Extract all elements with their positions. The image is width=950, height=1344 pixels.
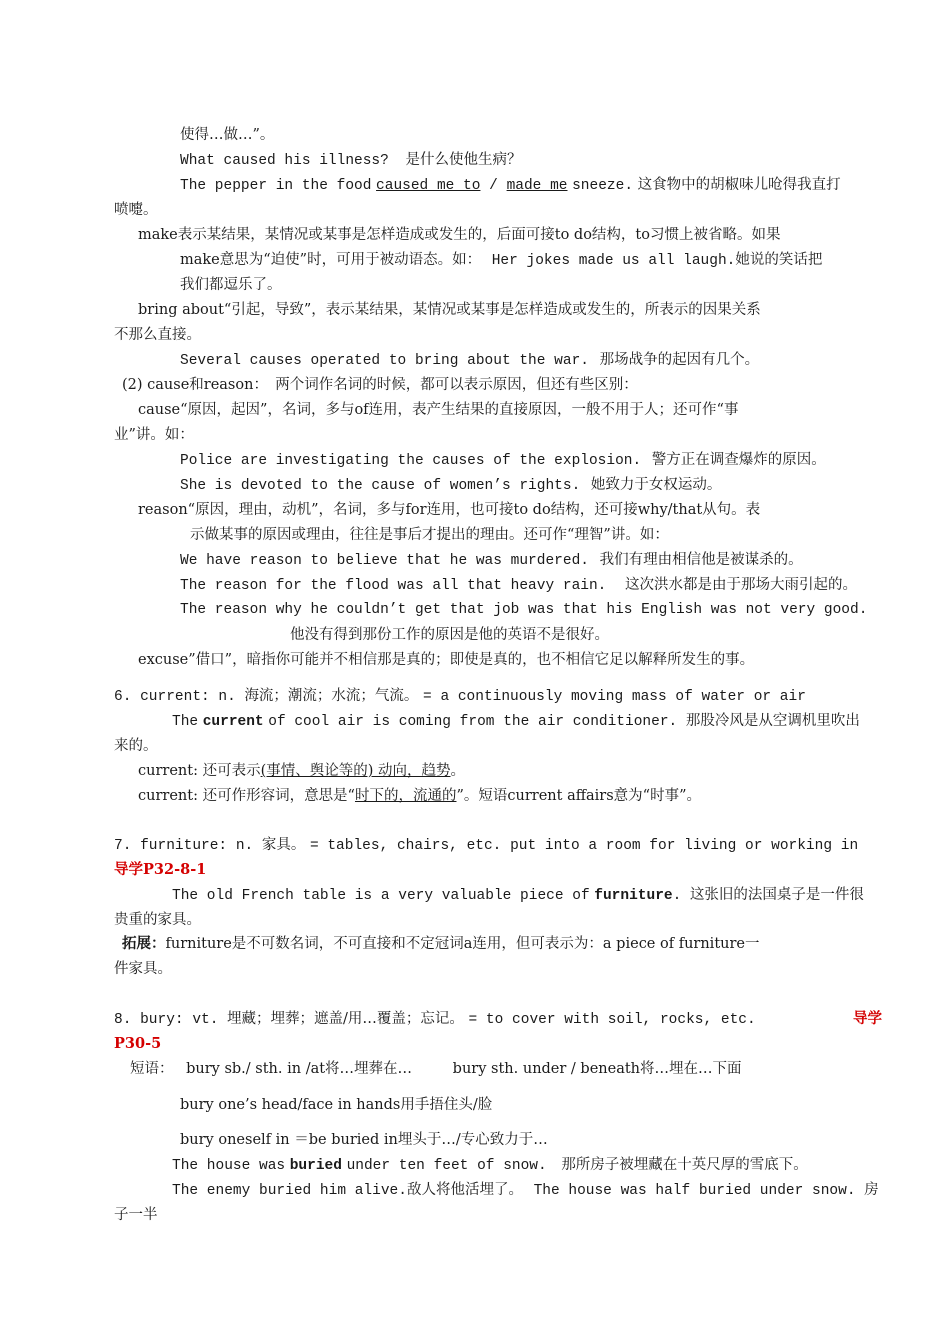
guide-reference: 导学 (853, 1010, 882, 1027)
text-line: 使得…做…”。 (180, 127, 275, 143)
text-line: 贵重的家具。 (114, 912, 201, 928)
text-line: 子一半 (114, 1207, 158, 1223)
example-line: The reason for the flood was all that heavy rain. 这次洪水都是由于那场大雨引起的。 (180, 577, 857, 594)
example-line: Police are investigating the causes of the explosion. 警方正在调查爆炸的原因。 (180, 452, 826, 469)
entry-heading-furniture: 7. furniture: n. 家具。 = tables, chairs, etc. put into a room for living or working in (114, 837, 859, 854)
example-line: The current of cool air is coming from the air conditioner. 那股冷风是从空调机里吹出 (172, 713, 860, 730)
entry-heading-bury: 8. bury: vt. 埋藏；埋葬；遮盖/用…覆盖；忘记。 = to cover with soil, rocks, etc. 导学 (114, 1010, 882, 1028)
guide-reference: P30-5 (114, 1035, 162, 1052)
text-line: current: 还可作形容词，意思是“时下的，流通的”。短语current affairs意为“时事”。 (138, 788, 702, 804)
text-line: current: 还可表示(事情、舆论等的) 动向，趋势。 (138, 763, 466, 779)
text-line: 喷嚏。 (114, 202, 158, 218)
phrase-line: bury one’s head/face in hands用手捂住头/脸 (180, 1097, 493, 1113)
text-line: 件家具。 (114, 961, 172, 977)
example-line: We have reason to believe that he was murdered. 我们有理由相信他是被谋杀的。 (180, 552, 803, 569)
text-line: cause“原因，起因”，名词，多与of连用，表产生结果的直接原因，一般不用于人；还可作“事 (138, 402, 739, 418)
example-line: The enemy buried him alive.敌人将他活埋了。 The house was half buried under snow. 房 (172, 1182, 879, 1199)
example-line: The house was buried under ten feet of snow. 那所房子被埋藏在十英尺厚的雪底下。 (172, 1157, 808, 1174)
guide-reference: 导学P32-8-1 (114, 861, 207, 878)
text-line: 他没有得到那份工作的原因是他的英语不是很好。 (290, 627, 609, 643)
text-line: make意思为“迫使”时，可用于被动语态。如： Her jokes made us all laugh.她说的笑话把 (180, 252, 823, 269)
text-line: make表示某结果，某情况或某事是怎样造成或发生的，后面可接to do结构，to习惯上被省略。如果 (138, 227, 781, 243)
example-line: The pepper in the food caused me to / made me sneeze. 这食物中的胡椒味儿呛得我直打 (180, 177, 841, 194)
phrase-line: 短语： bury sb./ sth. in /at将…埋葬在… bury sth. under / beneath将…埋在…下面 (130, 1061, 742, 1077)
text-line: 不那么直接。 (114, 327, 201, 343)
phrase-line: bury oneself in ＝be buried in埋头于…/专心致力于… (180, 1132, 548, 1148)
example-line: She is devoted to the cause of women’s rights. 她致力于女权运动。 (180, 477, 722, 494)
text-line: 我们都逗乐了。 (180, 277, 282, 293)
text-line: bring about“引起，导致”，表示某结果，某情况或某事是怎样造成或发生的，所表示的因果关系 (138, 302, 761, 318)
text-line: 示做某事的原因或理由，往往是事后才提出的理由。还可作“理智”讲。如： (190, 527, 669, 543)
text-line: 来的。 (114, 738, 158, 754)
example-line: The reason why he couldn’t get that job was that his English was not very good. (180, 602, 868, 618)
text-line: 业”讲。如： (114, 427, 194, 443)
example-line: What caused his illness? 是什么使他生病？ (180, 152, 522, 169)
example-line: The old French table is a very valuable piece of furniture. 这张旧的法国桌子是一件很 (172, 887, 864, 904)
example-line: Several causes operated to bring about the war. 那场战争的起因有几个。 (180, 352, 760, 369)
subheading: (2) cause和reason： 两个词作名词的时候，都可以表示原因，但还有些区别： (122, 377, 638, 393)
text-line: excuse”借口”，暗指你可能并不相信那是真的；即使是真的，也不相信它足以解释所发生的事。 (138, 652, 755, 668)
text-line: reason“原因，理由，动机”，名词，多与for连用，也可接to do结构，还可接why/that从句。表 (138, 502, 761, 518)
entry-heading-current: 6. current: n. 海流；潮流；水流；气流。 = a continuously moving mass of water or air (114, 688, 806, 705)
extension-note: 拓展：furniture是不可数名词，不可直接和不定冠词a连用，但可表示为：a piece of furniture一 (122, 935, 760, 952)
